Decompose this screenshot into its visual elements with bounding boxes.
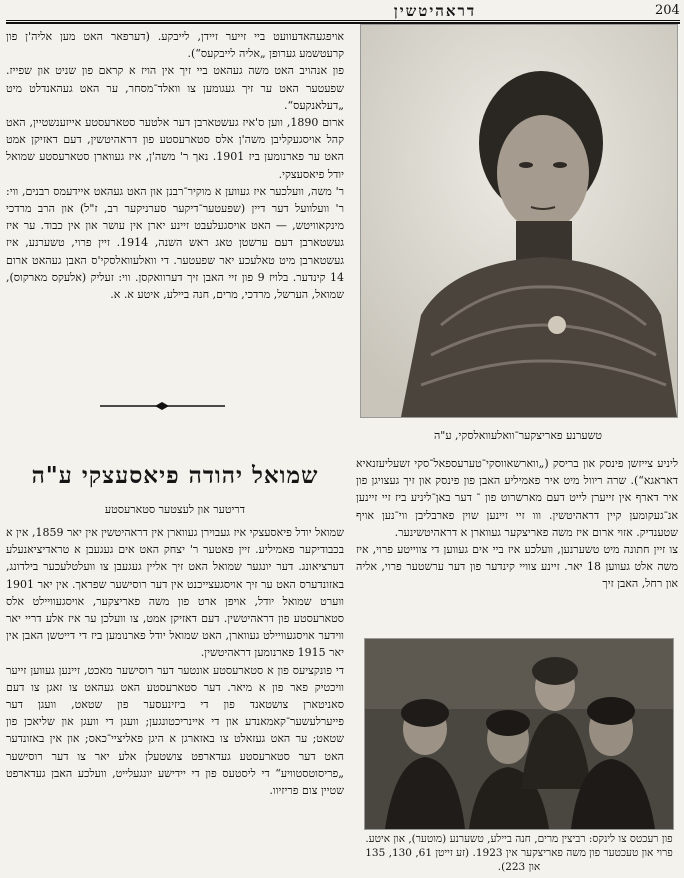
left-column-top-text: [6, 28, 344, 303]
portrait-caption-text: טשערנע פאריצקער־וואלעוואלסקי, ע"ה: [433, 429, 603, 442]
section-heading: שמואל יהודה פיאסעצקי ע"ה: [31, 462, 319, 489]
left-column-section-text: [6, 524, 344, 799]
section-divider-ornament: [100, 400, 225, 412]
paragraph: די פונקציעס פון א סטארעסטע אונטער דער רוסישער מאכט, זיינען געווען זייער וויכטיק פאר פון א מיאר. דער סטארעסטע האט געהאט צו זאגן צו דעם סאניטארן צושטאנד פון די ביזינעסער פון שטאט, וועגן דער פייערלעשער־קאמאנדע און די איינריכטונגען; וועגן די וועגן און שליאכן פון שטאט; ער האט געזאלט צו באזארגן א היגן פאליציי־כאס; און אין באזונדער האט דער סטארעסטע געדארפט צושטעלן אלע יאר צו דער רוסישער „פריסוטסטוויע“ די ליסטעס פון די יידישע יונגעלייט, וועלכע האבן געדארפט שטיין צום פריזיוו.: [6, 663, 344, 798]
byline: דריטער און לעצטער סטארעסטע: [104, 503, 246, 516]
paragraph: ר' משה, וועלכער איז געווען א מוקיר־רבנן און האט געהאט איידעמס רבנים, ווי: ר' וועלוועל דער דיין (שפעטער־דיקער סערניקער רב, ז"ל) און הרב מרדכי מינקאוויטש, — האט אויסגעלעבט זיינע יארן אין עושר און אין כבוד. ער איז געשטארבן דעם ערשטן טאג ראש השנה, 1914. זיין פרוי, טשערנע, איז געשטארבן מיט טאלעכע יאר שפעטער. די וואלעוואלסקי'ס האבן געהאט ארום 14 קינדער. בלויז 9 פון זיי האבן זיך דערוואקסן. ווי: זעליק (אלעקס מארקוס), שמואל, הערשל, מרדכי, מרים, חנה ביילע, איטע א. א.: [6, 184, 344, 302]
group-photo-caption-text: פון רעכטס צו לינקס: רביצין מרים, חנה ביילע, טשערנע (מוטער), און איטע. פרוי און טעכטער פון משה פאריצקער אין 1923. (זע זייטן 61, 130, 135 און 223).: [365, 833, 673, 873]
right-column-text: [356, 455, 678, 593]
paragraph: צו זיין חתונה מיט טשערנען, וועלכע איז ביי אים געווען די צווייטע פרוי, איז משה אלט געווען 18 יאר. זיינע צוויי קינדער פון דער ערשטער פרוי, אליה און רחל, האבן זיך: [356, 543, 678, 591]
paragraph: ארום 1890, ווען ס'איז געשטארבן דער אלטער סטארעסטע אייזענשטיין, האט קהל אויסגעקליבן משה'ן אלס סטארעסטע פון דראהיטשין, דעם דאזיקן אמט האט ער פארנומען ביז 1901. נאך ר' משה'ן, איז געווארן סטארעסטע שמואל יודל פיאסעצקי.: [6, 116, 344, 181]
group-photo-caption: [362, 832, 676, 874]
portrait-photo: [360, 24, 678, 418]
paragraph: אויפגעהאדעוועט ביי זייער זיידן, לייבקע. (דערפאר האט מען אליה'ן פון קרעטשמע גערופן „אליה לייבקעס“).: [6, 30, 344, 61]
paragraph: שמואל יודל פיאסעצקי איז געבוירן געווארן אין דראהיטשין אין יאר 1859, אין א בכבודיקער פאמיליע. זיין פאטער ר' יצחק האט אים געגעבן א טראדיציאנעלע דערציאונג. דער יונגער שמואל האט זיך אליין געגעבן צו וועלטלעכער בילדונג, באזונדערס האט ער זיך אויסגעצייכנט אין דער רוסישער שפראך. אין יאר 1901 ווערט שמואל יודל, אויפן ארט פון משה פאריצקער, אויסגעוויילט אלס סטארעסטע פון דראהיטשין. דעם דאזיקן אמט, צו וועלכן ער איז אלע דריי יאר ווידער אויסגעוויילט געווארן, האט שמואל יודל פארנומען ביז די דייטשן האבן אין יאר 1915 פארנומען דראהיטשין.: [6, 526, 344, 660]
paragraph: ליניע צייזשן פינסק און בריסק („ווארשאווסקי־טערעספאל־סקי זשעליעזנאיא דאראגא“). שרה ריוול מיט איר פאמיליע האבן פון פינסק און זיך געצויגן פון איר דארף אין זייערן לייט דעם מארשרוט פון ־ דער באן־ליניע ביז זיי זיינען אנ־געקומען קיין דראהיטשין. ווו זיי זיינען שוין פארבליבן ווי־נען אויף שטענדיק. אזוי ארום איז משה פאריצקער געווארן א דראהיטשינער.: [356, 457, 678, 539]
running-header-title: דראהיטשין: [393, 2, 477, 20]
group-photo: [364, 638, 674, 830]
page-number: 204: [655, 3, 680, 18]
portrait-photo-illustration: [361, 25, 677, 417]
group-photo-illustration: [365, 639, 673, 829]
paragraph: פון אנהויב האט משה געהאט ביי זיך אין הויז א קראם פון שניט און שפייז. שפעטער האט ער זיך געגומען צו וואלד־מסחר, ער האט געהאנדלט מיט „דעלאנקעס“.: [6, 64, 344, 112]
portrait-caption: [360, 428, 676, 444]
